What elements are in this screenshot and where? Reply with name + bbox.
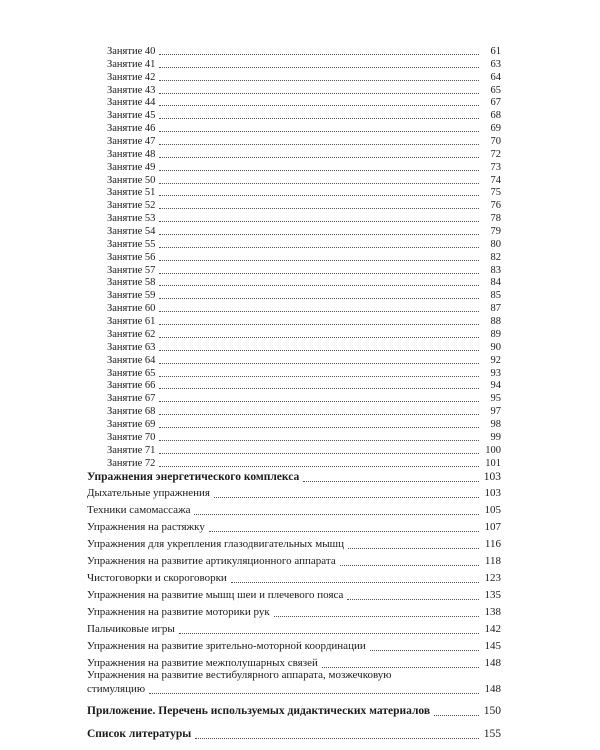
toc-lesson-entry[interactable]	[107, 238, 501, 251]
dot-leader	[159, 298, 479, 299]
toc-page-number: 82	[490, 252, 501, 263]
dot-leader	[194, 514, 479, 515]
toc-page-number: 83	[490, 265, 501, 276]
toc-lesson-entry[interactable]	[107, 302, 501, 315]
toc-page-number: 155	[483, 728, 501, 740]
toc-entry-title: Занятие 55	[107, 239, 156, 250]
toc-entry-title: Занятие 53	[107, 213, 156, 224]
toc-entry-title: Занятие 66	[107, 380, 156, 391]
toc-page-number: 75	[490, 187, 501, 198]
toc-entry-title: Чистоговорки и скороговорки	[87, 572, 227, 584]
toc-page-number: 103	[484, 487, 501, 499]
toc-entry-title: Занятие 46	[107, 123, 156, 134]
dot-leader	[159, 54, 479, 55]
dot-leader	[159, 414, 479, 415]
toc-lesson-entry[interactable]	[107, 392, 501, 405]
toc-page-number: 73	[490, 162, 501, 173]
toc-lesson-entry[interactable]	[107, 199, 501, 212]
toc-entry-title: Занятие 47	[107, 136, 156, 147]
toc-page-number: 78	[490, 213, 501, 224]
toc-entry-title: Занятие 41	[107, 59, 156, 70]
toc-entry-title: Упражнения на развитие мышц шеи и плечевого пояса	[87, 589, 344, 601]
dot-leader	[159, 260, 479, 261]
toc-entry-title: Занятие 60	[107, 303, 156, 314]
dot-leader	[159, 221, 479, 222]
toc-entry-title: Дыхательные упражнения	[87, 487, 210, 499]
toc-lesson-entry[interactable]	[107, 122, 501, 135]
toc-entry-title: Упражнения на развитие моторики рук	[87, 606, 270, 618]
toc-entry-title: Занятие 44	[107, 97, 156, 108]
dot-leader	[159, 273, 479, 274]
toc-entry-title: Занятие 50	[107, 175, 156, 186]
dot-leader	[303, 481, 479, 482]
toc-lesson-entry[interactable]	[107, 109, 501, 122]
toc-entry-title: Занятие 67	[107, 393, 156, 404]
toc-page-number: 99	[490, 432, 501, 443]
toc-page-number: 142	[484, 623, 501, 635]
toc-entry-title: Техники самомассажа	[87, 504, 191, 516]
toc-page-number: 76	[490, 200, 501, 211]
toc-section-entry[interactable]	[87, 639, 501, 654]
toc-section-entry[interactable]	[87, 605, 501, 620]
dot-leader	[159, 105, 479, 106]
dot-leader	[159, 466, 479, 467]
toc-lesson-entry[interactable]	[107, 315, 501, 328]
toc-entry-title: Пальчиковые игры	[87, 623, 175, 635]
dot-leader	[159, 388, 479, 389]
toc-lesson-entry[interactable]	[107, 45, 501, 58]
toc-page-number: 97	[490, 406, 501, 417]
toc-section-heading[interactable]	[87, 469, 501, 485]
dot-leader	[159, 195, 479, 196]
dot-leader	[159, 131, 479, 132]
dot-leader	[159, 401, 479, 402]
toc-page-number: 94	[490, 380, 501, 391]
toc-lesson-entry[interactable]	[107, 431, 501, 444]
dot-leader	[159, 324, 479, 325]
toc-page-number: 118	[484, 555, 501, 567]
toc-lesson-entry[interactable]	[107, 341, 501, 354]
toc-page-number: 69	[490, 123, 501, 134]
toc-page-number: 67	[490, 97, 501, 108]
toc-lesson-entry[interactable]	[107, 58, 501, 71]
toc-lesson-entry[interactable]	[107, 251, 501, 264]
toc-section-entry[interactable]	[87, 622, 501, 637]
toc-page-number: 116	[484, 538, 501, 550]
toc-page-number: 65	[490, 85, 501, 96]
toc-entry-title: Упражнения на развитие зрительно-моторной координации	[87, 640, 366, 652]
toc-entry-title: Занятие 64	[107, 355, 156, 366]
toc-entry-title: Занятие 61	[107, 316, 156, 327]
toc-page-number: 105	[484, 504, 501, 516]
toc-entry-title: Занятие 56	[107, 252, 156, 263]
toc-entry-title: Приложение. Перечень используемых дидактических материалов	[87, 705, 431, 717]
toc-page-number: 61	[490, 46, 501, 57]
toc-page-number: 148	[484, 657, 501, 669]
toc-entry-title: Упражнения энергетического комплекса	[87, 471, 300, 483]
toc-entry-title: Упражнения на растяжку	[87, 521, 205, 533]
toc-page-number: 101	[485, 458, 501, 469]
dot-leader	[195, 738, 479, 739]
toc-page-number: 89	[490, 329, 501, 340]
toc-entry-title: Занятие 52	[107, 200, 156, 211]
toc-page-number: 72	[490, 149, 501, 160]
toc-page-number: 88	[490, 316, 501, 327]
toc-page-number: 145	[484, 640, 501, 652]
toc-entry-title: Занятие 65	[107, 368, 156, 379]
toc-page-number: 135	[484, 589, 501, 601]
dot-leader	[348, 548, 479, 549]
toc-lesson-entry[interactable]	[107, 289, 501, 302]
toc-page-number: 123	[484, 572, 501, 584]
toc-lesson-entry[interactable]	[107, 96, 501, 109]
toc-page-number: 90	[490, 342, 501, 353]
dot-leader	[159, 183, 479, 184]
toc-entry-title: Занятие 72	[107, 458, 156, 469]
toc-page-number: 103	[483, 471, 501, 483]
toc-section-entry[interactable]	[87, 571, 501, 586]
dot-leader	[159, 440, 479, 441]
toc-entry-title: Занятие 48	[107, 149, 156, 160]
dot-leader	[159, 157, 479, 158]
toc-page-number: 150	[483, 705, 501, 717]
toc-entry-title: Занятие 54	[107, 226, 156, 237]
toc-section-entry[interactable]	[87, 682, 501, 697]
dot-leader	[159, 427, 479, 428]
dot-leader	[159, 376, 479, 377]
toc-lesson-entry[interactable]	[107, 328, 501, 341]
dot-leader	[347, 599, 479, 600]
toc-lesson-entry[interactable]	[107, 354, 501, 367]
toc-section-entry[interactable]	[87, 486, 501, 501]
toc-page-number: 87	[490, 303, 501, 314]
toc-lesson-entry[interactable]	[107, 212, 501, 225]
toc-page-number: 107	[484, 521, 501, 533]
dot-leader	[231, 582, 479, 583]
toc-lesson-entry[interactable]	[107, 444, 501, 457]
toc-entry-title: Занятие 43	[107, 85, 156, 96]
toc-entry-title: Занятие 63	[107, 342, 156, 353]
toc-page-number: 138	[484, 606, 501, 618]
dot-leader	[159, 234, 479, 235]
toc-page-number: 64	[490, 72, 501, 83]
toc-page-number: 100	[485, 445, 501, 456]
dot-leader	[209, 531, 479, 532]
dot-leader	[159, 118, 479, 119]
dot-leader	[159, 363, 479, 364]
dot-leader	[159, 311, 479, 312]
toc-entry-title: Список литературы	[87, 728, 192, 740]
toc-entry-title: Упражнения для укрепления глазодвигательных мышц	[87, 538, 345, 550]
toc-section-entry[interactable]	[87, 503, 501, 518]
toc-page-number: 80	[490, 239, 501, 250]
toc-lesson-entry[interactable]	[107, 418, 501, 431]
toc-page-number: 74	[490, 175, 501, 186]
toc-entry-title: Занятие 57	[107, 265, 156, 276]
toc-page-number: 95	[490, 393, 501, 404]
toc-entry-title-line2: стимуляцию	[87, 683, 146, 695]
toc-page-number: 148	[484, 683, 501, 695]
dot-leader	[159, 247, 479, 248]
dot-leader	[214, 497, 479, 498]
dot-leader	[159, 80, 479, 81]
toc-page-number: 98	[490, 419, 501, 430]
toc-section-entry[interactable]	[87, 537, 501, 552]
dot-leader	[159, 453, 479, 454]
toc-page-number: 85	[490, 290, 501, 301]
toc-entry-title-line1: Упражнения на развитие вестибулярного аппарата, мозжечковую	[87, 669, 392, 681]
dot-leader	[159, 170, 479, 171]
toc-entry-title: Занятие 40	[107, 46, 156, 57]
dot-leader	[159, 93, 479, 94]
toc-section-entry[interactable]	[87, 588, 501, 603]
toc-lesson-entry[interactable]	[107, 276, 501, 289]
toc-appendix-heading[interactable]	[87, 703, 501, 719]
toc-lesson-entry[interactable]	[107, 71, 501, 84]
toc-page-number: 93	[490, 368, 501, 379]
toc-entry-title: Занятие 45	[107, 110, 156, 121]
toc-page-number: 79	[490, 226, 501, 237]
dot-leader	[149, 693, 479, 694]
toc-entry-title: Занятие 51	[107, 187, 156, 198]
toc-entry-title: Упражнения на развитие межполушарных связей	[87, 657, 318, 669]
dot-leader	[159, 208, 479, 209]
toc-entry-title: Упражнения на развитие артикуляционного аппарата	[87, 555, 336, 567]
dot-leader	[434, 715, 479, 716]
toc-section-entry[interactable]	[87, 520, 501, 535]
toc-entry-title: Занятие 42	[107, 72, 156, 83]
toc-page-number: 84	[490, 277, 501, 288]
dot-leader	[370, 650, 479, 651]
toc-entry-title: Занятие 59	[107, 290, 156, 301]
toc-entry-title: Занятие 58	[107, 277, 156, 288]
toc-entry-title: Занятие 68	[107, 406, 156, 417]
toc-entry-title: Занятие 69	[107, 419, 156, 430]
toc-lesson-entry[interactable]	[107, 135, 501, 148]
dot-leader	[159, 144, 479, 145]
toc-page-number: 63	[490, 59, 501, 70]
toc-entry-title: Занятие 71	[107, 445, 156, 456]
dot-leader	[340, 565, 479, 566]
toc-entry-title: Занятие 62	[107, 329, 156, 340]
toc-lesson-entry[interactable]	[107, 148, 501, 161]
toc-lesson-entry[interactable]	[107, 405, 501, 418]
toc-page-number: 68	[490, 110, 501, 121]
toc-entry-title: Занятие 49	[107, 162, 156, 173]
dot-leader	[274, 616, 479, 617]
toc-lesson-entry[interactable]	[107, 379, 501, 392]
dot-leader	[159, 350, 479, 351]
dot-leader	[159, 285, 479, 286]
toc-entry-title: Занятие 70	[107, 432, 156, 443]
toc-lesson-entry[interactable]	[107, 161, 501, 174]
dot-leader	[159, 67, 479, 68]
toc-section-entry[interactable]	[87, 554, 501, 569]
dot-leader	[159, 337, 479, 338]
toc-page-number: 70	[490, 136, 501, 147]
toc-lesson-entry[interactable]	[107, 186, 501, 199]
dot-leader	[179, 633, 479, 634]
toc-page-number: 92	[490, 355, 501, 366]
toc-lesson-entry[interactable]	[107, 225, 501, 238]
toc-literature-heading[interactable]	[87, 726, 501, 742]
